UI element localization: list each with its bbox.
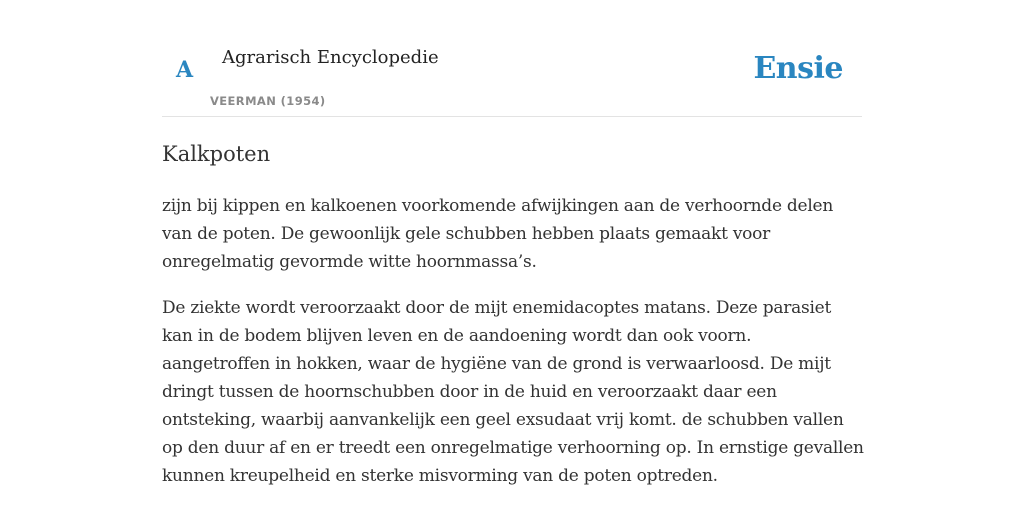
source-label: VEERMAN (1954): [210, 94, 326, 108]
text-line: zijn bij kippen en kalkoenen voorkomende afwijkingen aan de verhoornde delen: [162, 196, 834, 216]
text-line: De ziekte wordt veroorzaakt door de mijt enemidacoptes matans. Deze parasiet: [162, 298, 832, 318]
text-line: onregelmatig gevormde witte hoornmassa’s.: [162, 252, 537, 272]
letter-index-link[interactable]: A: [176, 57, 194, 83]
text-line: op den duur af en er treedt een onregelmatige verhoorning op. In ernstige gevallen: [162, 438, 864, 458]
paragraph: [162, 192, 872, 276]
text-line: kan in de bodem blijven leven en de aandoening wordt dan ook voorn.: [162, 326, 752, 346]
paragraph: [162, 294, 872, 490]
text-line: kunnen kreupelheid en sterke misvorming van de poten optreden.: [162, 466, 718, 486]
text-line: aangetroffen in hokken, waar de hygiëne van de grond is verwaarloosd. De mijt: [162, 354, 831, 374]
header: [162, 0, 862, 117]
text-line: dringt tussen de hoornschubben door in de huid en veroorzaakt daar een: [162, 382, 777, 402]
encyclopedia-title-link[interactable]: Agrarisch Encyclopedie: [222, 47, 439, 68]
article-title: Kalkpoten: [162, 142, 271, 166]
article-body: [162, 192, 872, 508]
text-line: van de poten. De gewoonlijk gele schubben hebben plaats gemaakt voor: [162, 224, 771, 244]
ensie-logo[interactable]: Ensie: [753, 51, 843, 86]
text-line: ontsteking, waarbij aanvankelijk een geel exsudaat vrij komt. de schubben vallen: [162, 410, 844, 430]
